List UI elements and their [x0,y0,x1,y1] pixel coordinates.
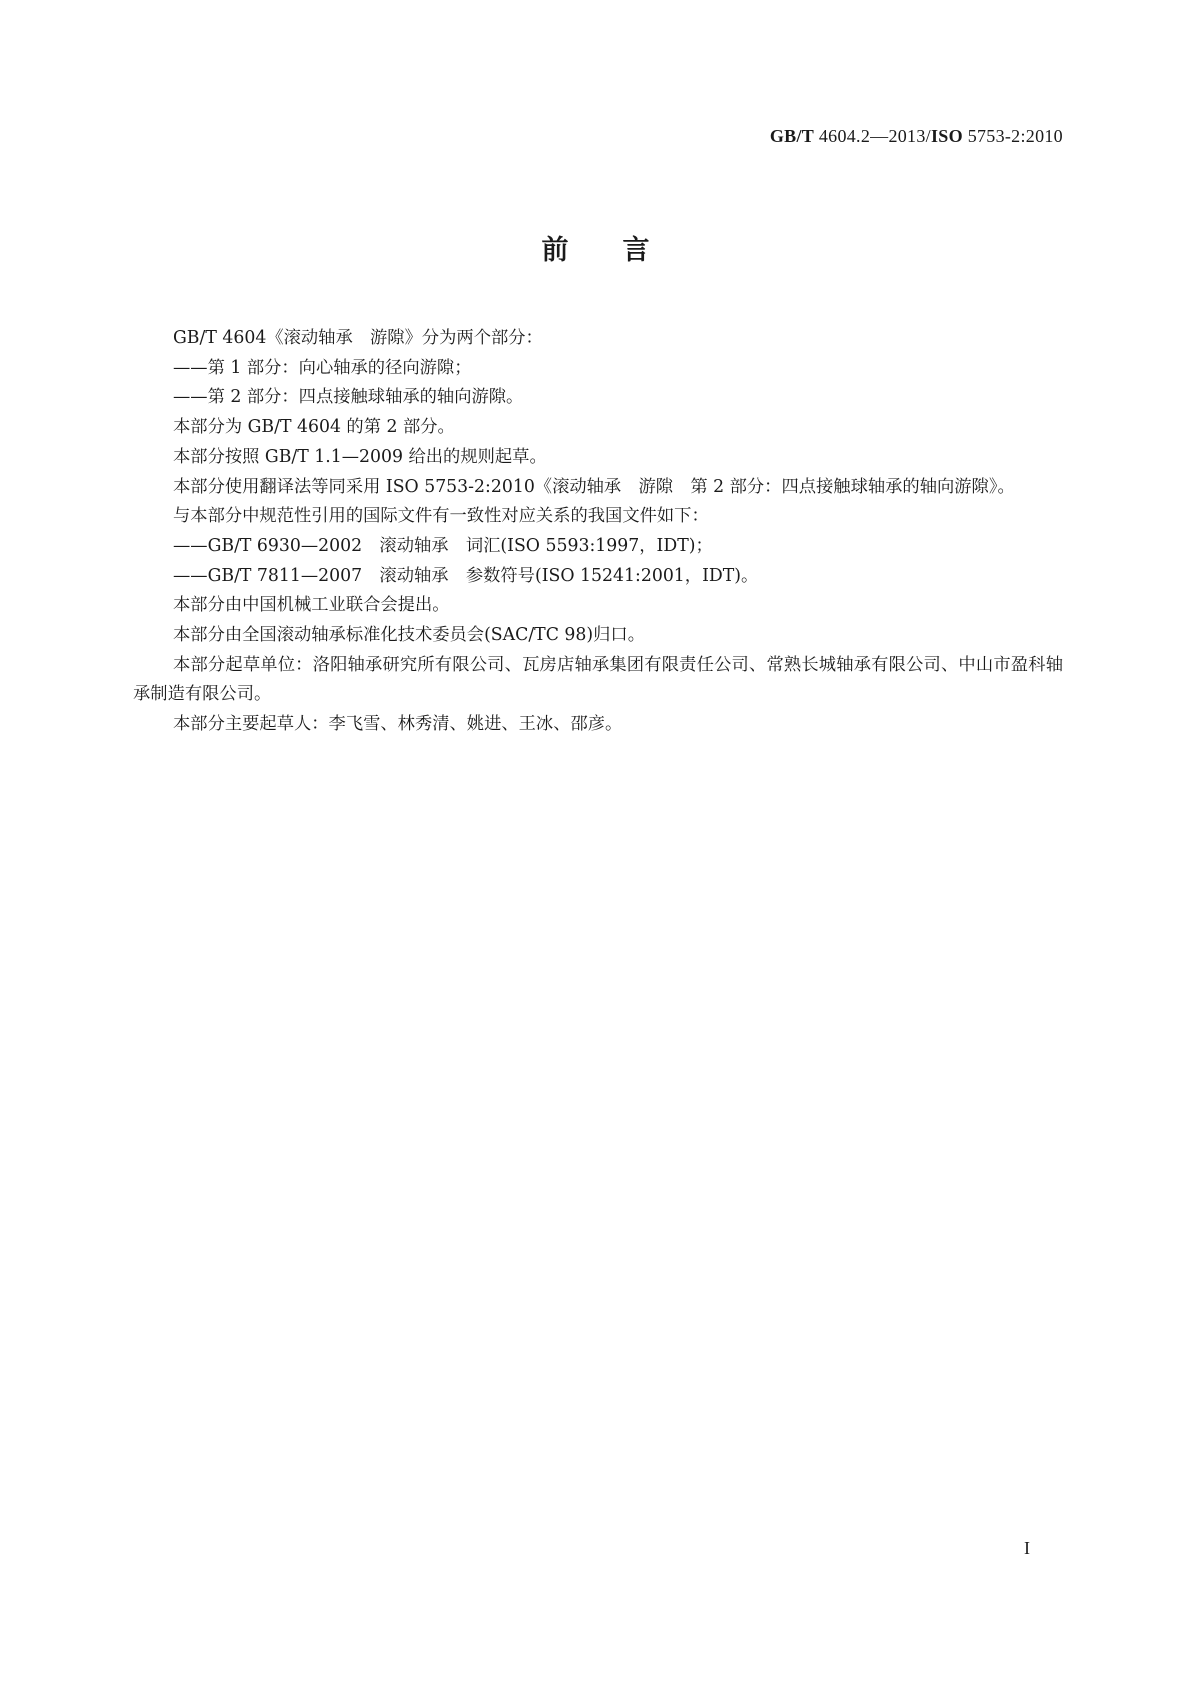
title-char-2: 言 [622,235,650,266]
standard-number: 4604.2—2013/ [814,126,931,146]
iso-number: 5753-2:2010 [962,126,1063,146]
paragraph: 本部分为 GB/T 4604 的第 2 部分。 [173,417,455,438]
page-number: I [1024,1538,1030,1558]
standard-prefix: GB/T [769,126,815,146]
paragraph: 本部分使用翻译法等同采用 ISO 5753-2:2010《滚动轴承 游隙 第 2 部分：四点接触球轴承的轴向游隙》。 [173,476,1015,497]
paragraph: GB/T 4604《滚动轴承 游隙》分为两个部分： [173,328,543,348]
iso-prefix: ISO [930,126,963,146]
paragraph: 本部分由中国机械工业联合会提出。 [173,595,450,616]
paragraph: 本部分由全国滚动轴承标准化技术委员会(SAC/TC 98)归口。 [173,625,645,646]
paragraph: 本部分起草单位：洛阳轴承研究所有限公司、瓦房店轴承集团有限责任公司、常熟长城轴承有限公司、中山市盈科轴承制造有限公司。 [133,654,1063,705]
title-char-1: 前 [541,235,569,266]
paragraph: ——GB/T 6930—2002 滚动轴承 词汇(ISO 5593:1997，IDT)； [173,535,713,556]
paragraph: 与本部分中规范性引用的国际文件有一致性对应关系的我国文件如下： [173,506,709,527]
paragraph: 本部分按照 GB/T 1.1—2009 给出的规则起草。 [173,446,547,467]
paragraph: ——第 2 部分：四点接触球轴承的轴向游隙。 [173,387,524,408]
page-title [0,228,1191,267]
standard-code [770,126,1063,147]
foreword-body [133,324,1063,740]
paragraph: ——GB/T 7811—2007 滚动轴承 参数符号(ISO 15241:2001，IDT)。 [173,565,759,586]
paragraph: ——第 1 部分：向心轴承的径向游隙； [173,357,472,378]
paragraph: 本部分主要起草人：李飞雪、林秀清、姚进、王冰、邵彦。 [173,714,623,735]
